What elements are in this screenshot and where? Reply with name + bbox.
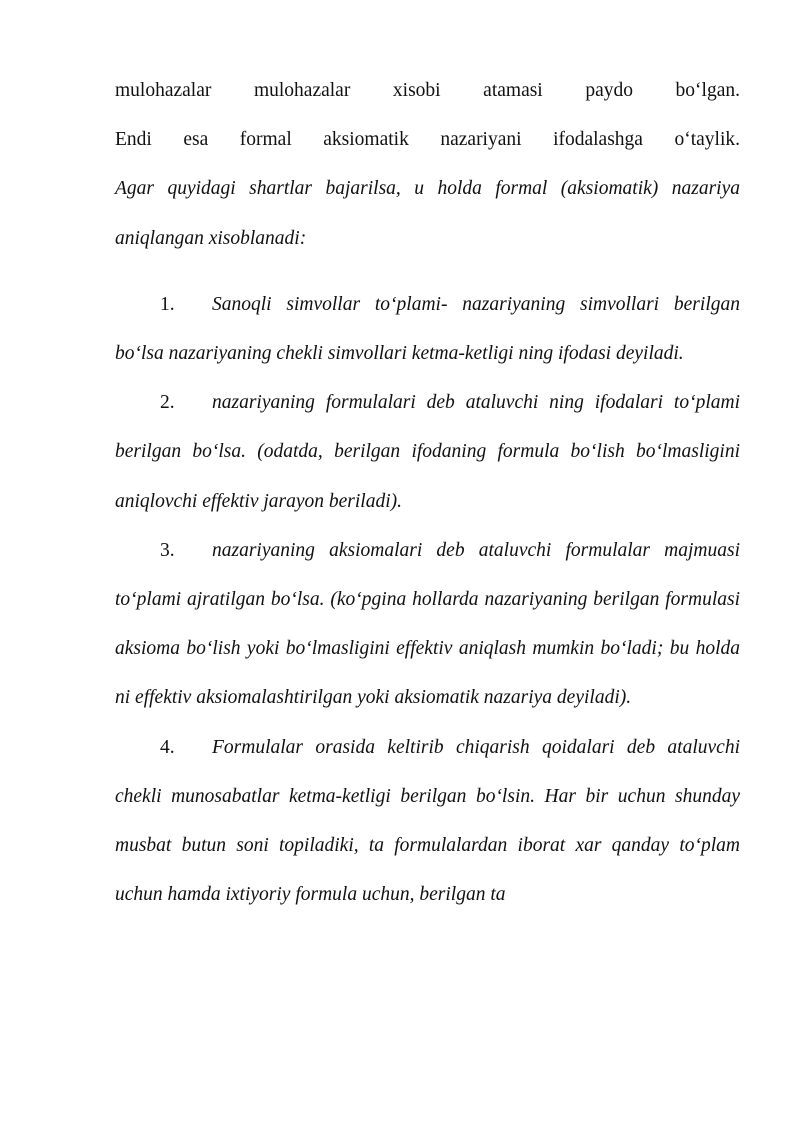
intro-conditions: Agar quyidagi shartlar bajarilsa, u holda formal (aksiomatik) nazariya aniqlangan xisoblanadi: xyxy=(115,178,740,249)
document-page xyxy=(115,66,740,919)
list-item-text: nazariyaning formulalari deb ataluvchi ning ifodalari to‘plami berilgan bo‘lsa. (odatda, berilgan ifodaning formula bo‘lish bo‘lmasligini aniqlovchi effektiv jarayon beriladi). xyxy=(115,392,740,512)
list-item-number: 4. xyxy=(160,736,175,758)
list-item-text: nazariyaning aksiomalari deb ataluvchi formulalar majmuasi to‘plami ajratilgan bo‘lsa. (ko‘pgina hollarda nazariyaning berilgan formulasi aksioma bo‘lish yoki bo‘lmasligini effektiv aniqlash mumkin bo‘ladi; bu holda ni effektiv aksiomalashtirilgan yoki aksiomatik nazariya deyiladi). xyxy=(115,539,740,709)
list-item-1 xyxy=(115,280,740,378)
intro-line-2: Endi esa formal aksiomatik nazariyani ifodalashga o‘taylik. xyxy=(115,129,740,151)
list-item-4 xyxy=(115,723,740,920)
list-item-number: 2. xyxy=(160,392,175,414)
intro-line-1: mulohazalar mulohazalar xisobi atamasi paydo bo‘lgan. xyxy=(115,80,740,101)
list-item-2 xyxy=(115,378,740,526)
list-item-text: Formulalar orasida keltirib chiqarish qoidalari deb ataluvchi chekli munosabatlar ketma-ketligi berilgan bo‘lsin. Har bir uchun shunday musbat butun soni topiladiki, ta formulalardan iborat xar qanday to‘plam uchun hamda ixtiyoriy formula uchun, berilgan ta xyxy=(115,736,740,906)
paragraph-gap xyxy=(115,263,740,280)
list-item-number: 3. xyxy=(160,539,175,561)
list-item-number: 1. xyxy=(160,293,175,315)
list-item-3 xyxy=(115,526,740,723)
list-item-text: Sanoqli simvollar to‘plami- nazariyaning simvollari berilgan bo‘lsa nazariyaning chekli simvollari ketma-ketligi ning ifodasi deyiladi. xyxy=(115,293,740,365)
